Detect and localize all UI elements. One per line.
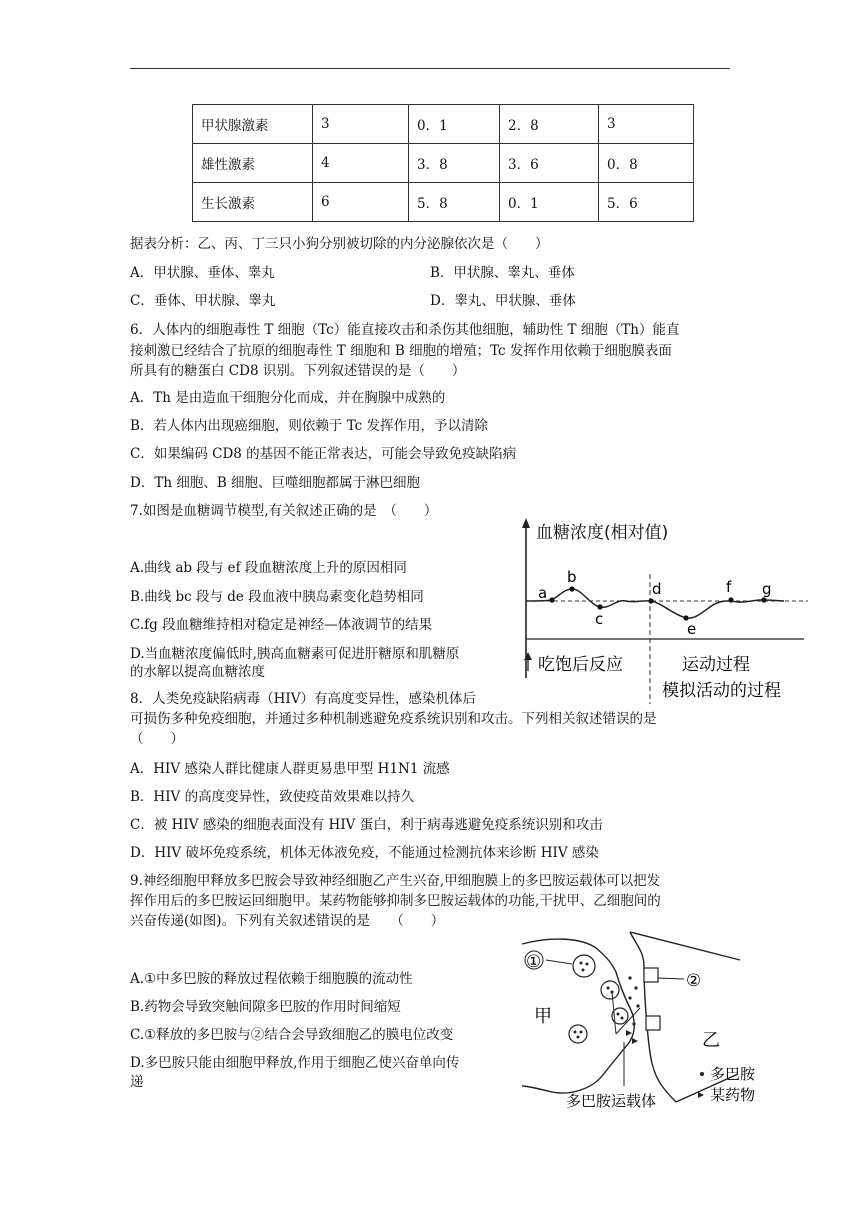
q9-stem-line1: 9.神经细胞甲释放多巴胺会导致神经细胞乙产生兴奋,甲细胞膜上的多巴胺运载体可以把发 <box>130 873 661 889</box>
q9-option-d-line1: D.多巴胺只能由细胞甲释放,作用于细胞乙使兴奋单向传 <box>130 1055 460 1071</box>
receptor-top <box>644 968 658 982</box>
table-cell: 2．8 <box>500 105 599 144</box>
dopamine-dot <box>628 976 631 979</box>
q6-stem-line3: 所具有的糖蛋白 CD8 识别。下列叙述错误的是（ ） <box>130 363 466 379</box>
table-cell: 5．8 <box>409 183 500 222</box>
cell-b-label: 乙 <box>702 1030 720 1051</box>
q6-stem-line2: 接刺激已经结合了抗原的细胞毒性 T 细胞和 B 细胞的增殖；Tc 发挥作用依赖于细胞膜表面 <box>130 343 672 359</box>
dopamine-dot <box>580 962 583 965</box>
phase-label-right: 运动过程 <box>682 655 750 675</box>
q9-option-b: B.药物会导致突触间隙多巴胺的作用时间缩短 <box>130 999 401 1015</box>
point-a <box>549 597 554 602</box>
dopamine-dot <box>636 1004 639 1007</box>
dopamine-dot <box>621 1017 624 1020</box>
table-cell: 3．8 <box>409 144 500 183</box>
q5-option-b: B．甲状腺、睾丸、垂体 <box>430 265 575 281</box>
table-cell: 0．1 <box>409 105 500 144</box>
label-1: ① <box>526 952 542 972</box>
q6-stem-line1: 6．人体内的细胞毒性 T 细胞（Tc）能直接攻击和杀伤其他细胞，辅助性 T 细胞（Th）能直 <box>130 322 680 338</box>
point-d <box>648 598 653 603</box>
table-cell: 雄性激素 <box>193 144 313 183</box>
q7-option-b: B.曲线 bc 段与 de 段血液中胰岛素变化趋势相同 <box>130 589 424 605</box>
dopamine-dot <box>628 996 631 999</box>
table-row <box>193 105 694 144</box>
legend-dopamine: 多巴胺 <box>710 1065 756 1083</box>
q7-option-d-line1: D.当血糖浓度偏低时,胰高血糖素可促进肝糖原和肌糖原 <box>130 646 460 662</box>
table-cell: 甲状腺激素 <box>193 105 313 144</box>
table-row <box>193 183 694 222</box>
figure-caption: 模拟活动的过程 <box>662 681 781 701</box>
q7-option-c: C.fg 段血糖维持相对稳定是神经—体液调节的结果 <box>130 617 433 633</box>
q9-stem-line3: 兴奋传递(如图)。下列有关叙述错误的是 （ ） <box>130 913 445 929</box>
q8-option-d: D．HIV 破坏免疫系统，机体无体液免疫，不能通过检测抗体来诊断 HIV 感染 <box>130 845 599 861</box>
blood-glucose-figure <box>512 510 812 706</box>
q8-option-b: B．HIV 的高度变异性，致使疫苗效果难以持久 <box>130 789 415 805</box>
table-cell: 3．6 <box>500 144 599 183</box>
table-cell: 生长激素 <box>193 183 313 222</box>
dopamine-dot <box>574 1031 577 1034</box>
point-label-b: b <box>567 568 577 586</box>
table-cell: 5．6 <box>599 183 694 222</box>
table-cell: 4 <box>313 144 409 183</box>
q8-stem-line3: （ ） <box>130 731 184 747</box>
dopamine-dot <box>617 1013 620 1016</box>
drug-marker <box>626 1030 632 1036</box>
receptor-bottom <box>646 1016 660 1030</box>
label-2-leader <box>658 978 684 979</box>
table-row <box>193 144 694 183</box>
label-1-leader <box>546 960 572 964</box>
table-cell: 6 <box>313 183 409 222</box>
q8-stem-line1: 8．人类免疫缺陷病毒（HIV）有高度变异性，感染机体后 <box>130 691 476 707</box>
point-label-g: g <box>762 580 772 598</box>
point-label-f: f <box>726 578 732 596</box>
q5-stem: 据表分析：乙、丙、丁三只小狗分别被切除的内分泌腺依次是（ ） <box>130 236 549 252</box>
vesicle-3 <box>601 981 619 999</box>
q8-stem-line2: 可损伤多种免疫细胞，并通过多种机制逃避免疫系统识别和攻击。下列相关叙述错误的是 <box>130 711 657 727</box>
dopamine-dot <box>634 986 637 989</box>
q9-option-a: A.①中多巴胺的释放过程依赖于细胞膜的流动性 <box>130 971 413 987</box>
q6-option-c: C．如果编码 CD8 的基因不能正常表达，可能会导致免疫缺陷病 <box>130 446 517 462</box>
dopamine-dot <box>607 987 610 990</box>
q7-stem: 7.如图是血糖调节模型,有关叙述正确的是 （ ） <box>130 503 438 519</box>
table-cell: 3 <box>599 105 694 144</box>
q9-option-d-line2: 递 <box>130 1074 144 1090</box>
cell-a-label: 甲 <box>534 1006 552 1027</box>
point-label-c: c <box>595 610 604 628</box>
point-g <box>761 597 766 602</box>
q9-stem-line2: 挥作用后的多巴胺运回细胞甲。某药物能够抑制多巴胺运载体的功能,干扰甲、乙细胞间的 <box>130 893 661 909</box>
table-cell: 0．8 <box>599 144 694 183</box>
y-axis-arrow <box>522 518 530 528</box>
q8-option-c: C．被 HIV 感染的细胞表面没有 HIV 蛋白，利于病毒逃避免疫系统识别和攻击 <box>130 817 603 833</box>
phase-label-left: 吃饱后反应 <box>538 655 623 675</box>
table-cell: 3 <box>313 105 409 144</box>
q6-option-b: B．若人体内出现癌细胞，则依赖于 Tc 发挥作用，予以清除 <box>130 418 489 434</box>
postsynaptic-top-edge <box>630 932 740 960</box>
table-cell: 0．1 <box>500 183 599 222</box>
q5-option-c: C．垂体、甲状腺、睾丸 <box>130 293 276 309</box>
point-b <box>569 586 574 591</box>
point-f <box>728 597 733 602</box>
q5-option-a: A．甲状腺、垂体、睾丸 <box>130 265 275 281</box>
dopamine-dot <box>632 1022 635 1025</box>
drug-marker <box>632 1038 638 1044</box>
q9-option-c: C.①释放的多巴胺与②结合会导致细胞乙的膜电位改变 <box>130 1027 454 1043</box>
dopamine-dot <box>582 969 585 972</box>
header-rule <box>130 68 730 69</box>
vesicle-1 <box>573 955 595 977</box>
legend-drug-marker <box>698 1092 704 1098</box>
point-label-a: a <box>538 584 548 602</box>
point-c <box>597 604 602 609</box>
q5-option-d: D．睾丸、甲状腺、垂体 <box>430 293 576 309</box>
vesicle-2 <box>569 1025 587 1043</box>
label-2: ② <box>686 971 702 991</box>
transporter-label: 多巴胺运载体 <box>566 1092 657 1110</box>
hormone-table <box>192 104 694 222</box>
legend-drug: 某药物 <box>710 1086 756 1104</box>
dopamine-dot <box>577 1036 580 1039</box>
q6-option-d: D．Th 细胞、B 细胞、巨噬细胞都属于淋巴细胞 <box>130 475 421 491</box>
q7-option-a: A.曲线 ab 段与 ef 段血糖浓度上升的原因相同 <box>130 560 407 576</box>
y-axis-label: 血糖浓度(相对值) <box>536 523 669 543</box>
point-label-e: e <box>687 620 697 638</box>
transporter-arrow <box>616 1008 640 1034</box>
q6-option-a: A．Th 是由造血干细胞分化而成，并在胸腺中成熟的 <box>130 390 446 406</box>
legend-dopamine-dot <box>700 1072 704 1076</box>
dopamine-dot <box>580 1031 583 1034</box>
synapse-figure <box>512 926 812 1112</box>
q8-option-a: A．HIV 感染人群比健康人群更易患甲型 H1N1 流感 <box>130 761 450 777</box>
point-label-d: d <box>652 580 662 598</box>
dopamine-dot <box>586 963 589 966</box>
q7-option-d-line2: 的水解以提高血糖浓度 <box>130 664 265 680</box>
